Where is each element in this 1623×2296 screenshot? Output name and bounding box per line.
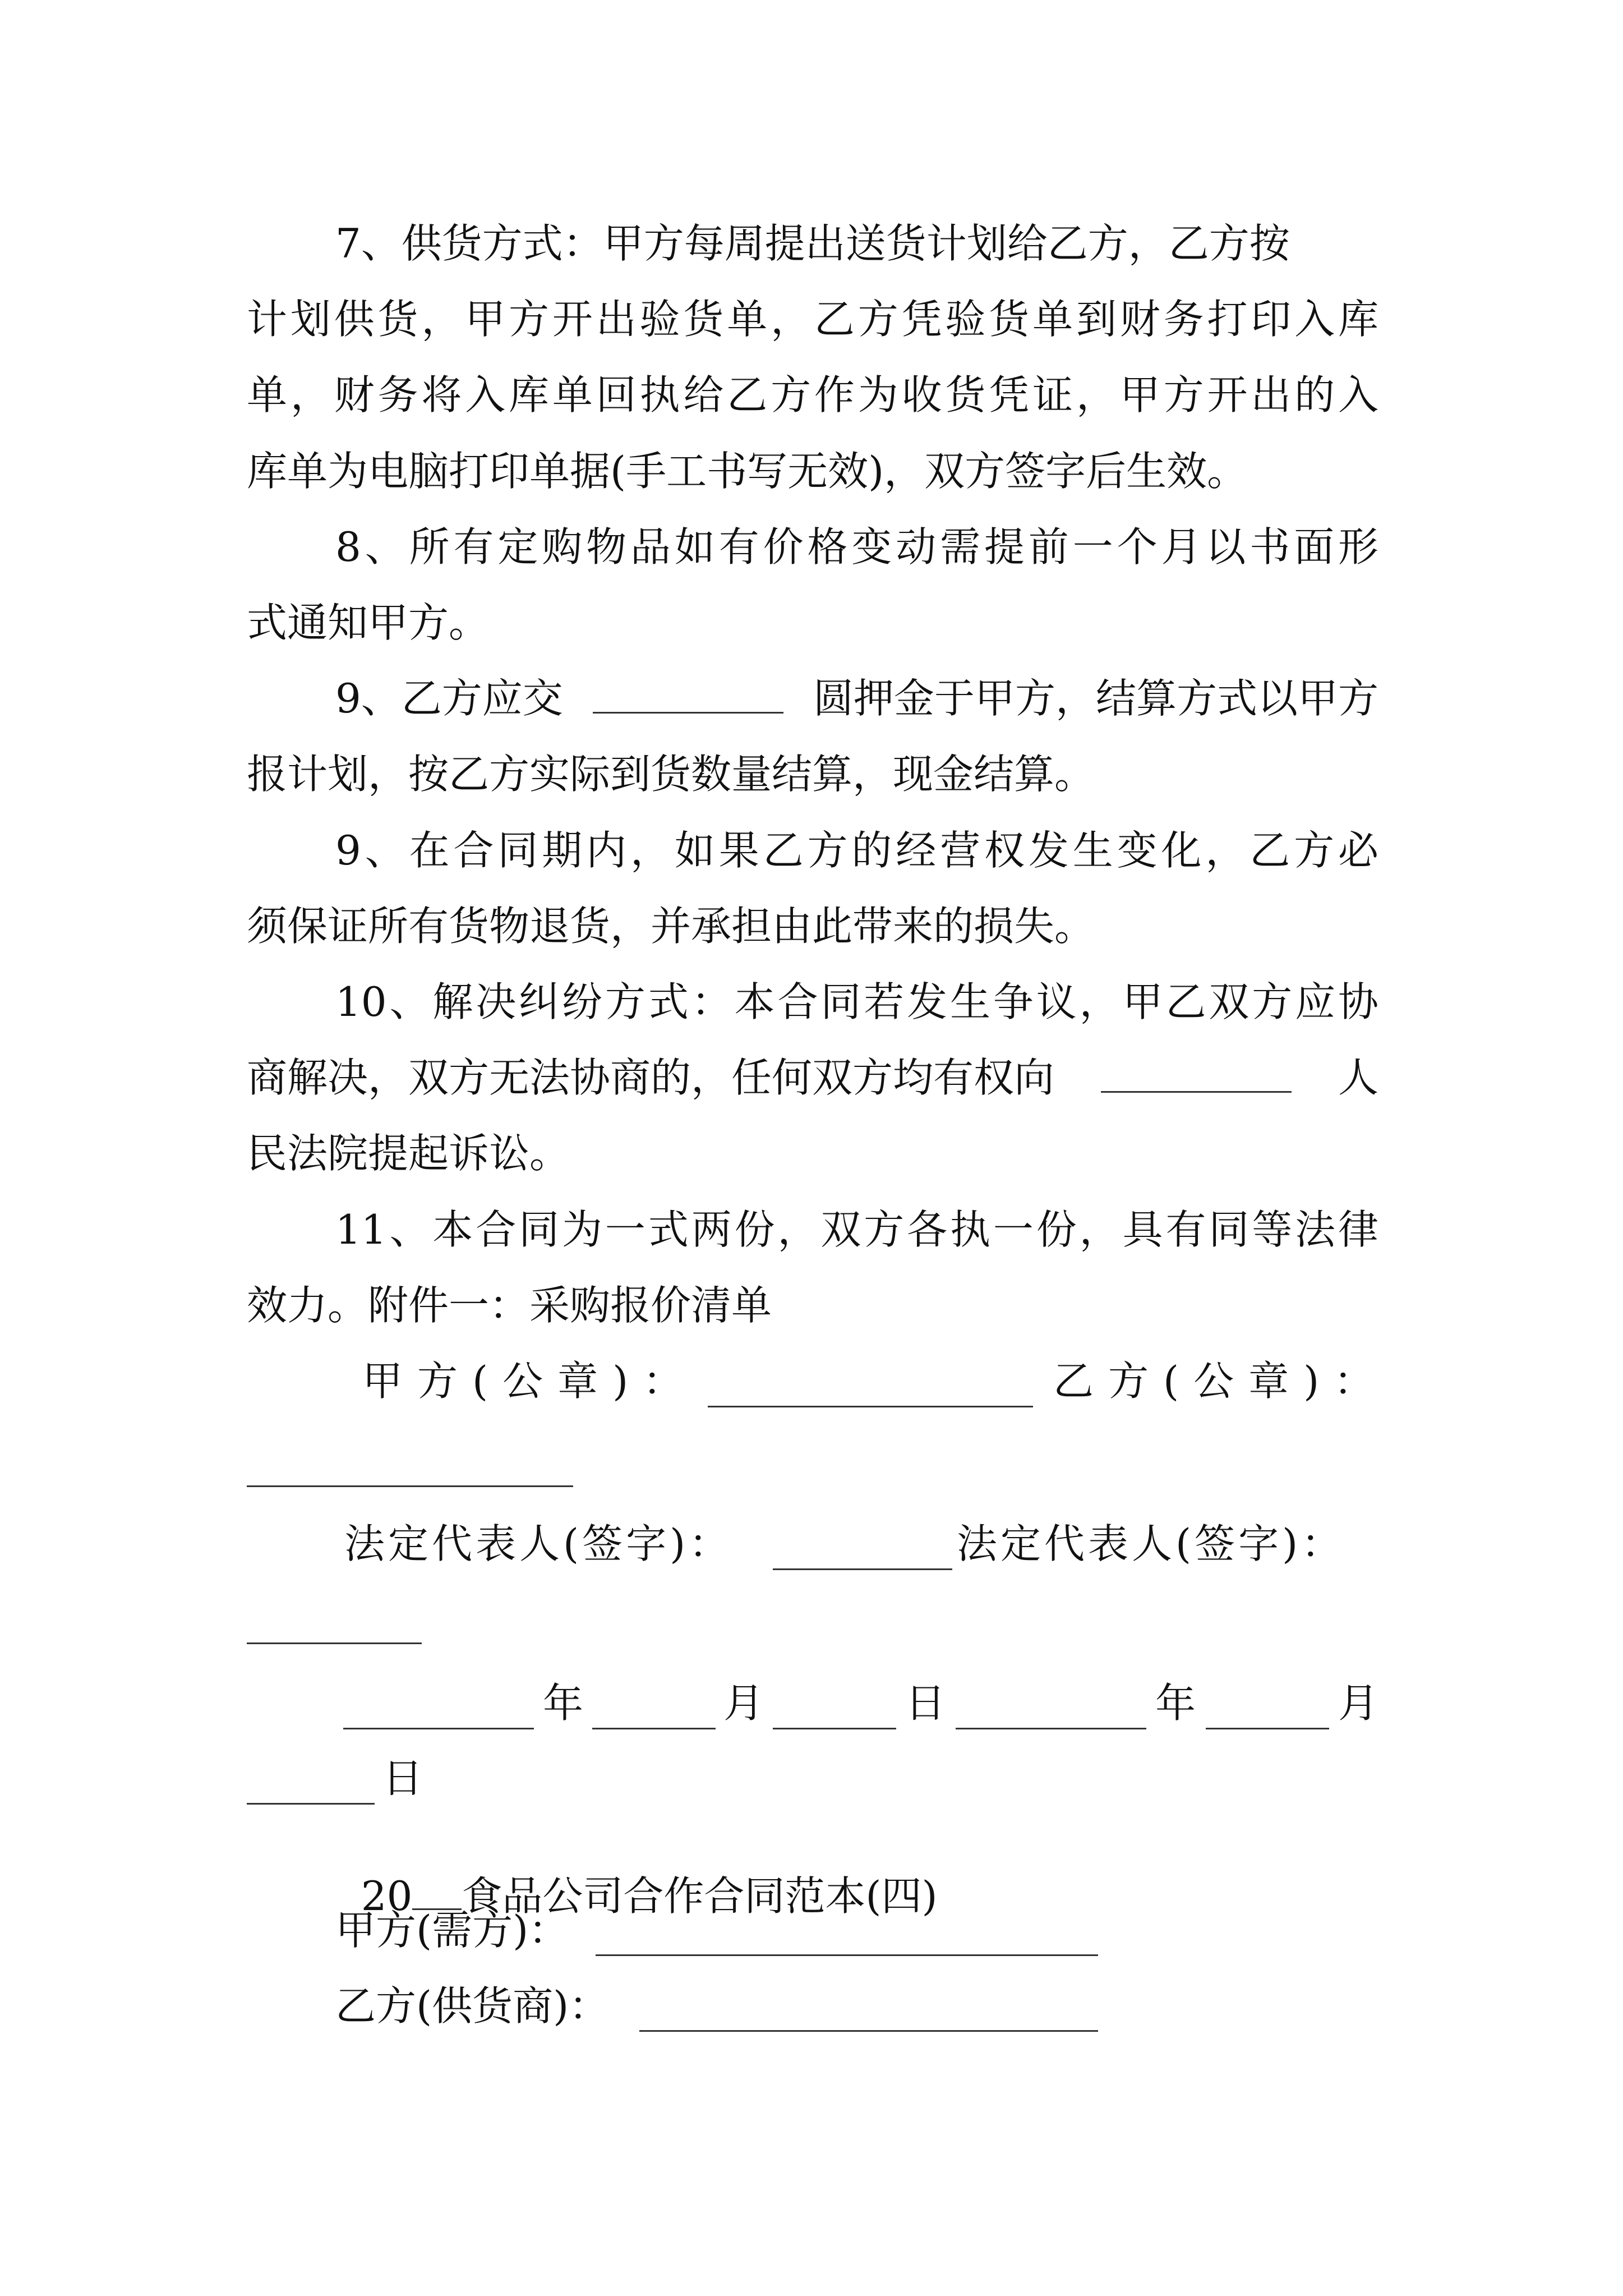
clause-10-text-before-blank: 商解决，双方无法协商的，任何双方均有权向 bbox=[247, 1054, 1055, 1101]
clause-9a-line-1 bbox=[335, 675, 1378, 722]
court-name-blank bbox=[1101, 1057, 1292, 1093]
clause-9a-line-2: 报计划，按乙方实际到货数量结算，现金结算。 bbox=[247, 751, 1095, 798]
deposit-amount-blank bbox=[593, 678, 783, 714]
clause-9a-text-after-blank: 圆押金于甲方，结算方式以甲方 bbox=[813, 675, 1378, 722]
clause-8-line-2: 式通知甲方。 bbox=[247, 599, 490, 646]
rep-b-blank bbox=[247, 1642, 422, 1644]
next-contract-title-prefix: 20 bbox=[361, 1872, 413, 1920]
clause-9a-text-before-blank: 9、乙方应交 bbox=[335, 675, 563, 722]
next-contract-title bbox=[335, 1834, 938, 1920]
rep-a-label: 法定代表人(签字)： bbox=[344, 1520, 733, 1567]
clause-8-line-1: 8、所有定购物品如有价格变动需提前一个月以书面形 bbox=[335, 523, 1378, 570]
next-contract-year-blank bbox=[412, 1875, 462, 1910]
date-a-month-blank bbox=[592, 1728, 716, 1729]
clause-11-line-2: 效力。附件一：采购报价清单 bbox=[247, 1282, 772, 1329]
clause-9b-line-1: 9、在合同期内，如果乙方的经营权发生变化，乙方必 bbox=[335, 827, 1378, 874]
party-b-seal-label: 乙方(公章)： bbox=[1053, 1358, 1389, 1405]
date-b-month-blank bbox=[1206, 1728, 1329, 1729]
clause-10-line-3: 民法院提起诉讼。 bbox=[247, 1130, 570, 1177]
rep-b-label: 法定代表人(签字)： bbox=[957, 1520, 1345, 1567]
date-a-year-blank bbox=[343, 1728, 534, 1729]
clause-11-line-1: 11、本合同为一式两份，双方各执一份，具有同等法律 bbox=[335, 1206, 1378, 1253]
date-b-day-label: 日 bbox=[382, 1755, 423, 1802]
date-a-day-blank bbox=[773, 1728, 896, 1729]
date-a-month-label: 月 bbox=[723, 1680, 764, 1727]
buyer-label: 甲方(需方)： bbox=[335, 1907, 569, 1954]
next-contract-title-suffix: 食品公司合作合同范本(四) bbox=[462, 1872, 938, 1920]
clause-7-line-1: 7、供货方式：甲方每周提出送货计划给乙方，乙方按 bbox=[335, 220, 1290, 267]
date-b-year-blank bbox=[956, 1728, 1146, 1729]
rep-a-blank bbox=[773, 1568, 952, 1570]
date-b-month-label: 月 bbox=[1338, 1680, 1379, 1727]
buyer-blank bbox=[596, 1954, 1098, 1956]
date-b-year-label: 年 bbox=[1155, 1680, 1196, 1727]
party-b-seal-blank bbox=[247, 1485, 573, 1487]
clause-7-line-2: 计划供货，甲方开出验货单，乙方凭验货单到财务打印入库 bbox=[247, 296, 1378, 343]
supplier-label: 乙方(供货商)： bbox=[335, 1982, 610, 2030]
supplier-blank bbox=[639, 2030, 1098, 2032]
clause-10-text-after-blank: 人 bbox=[1338, 1054, 1378, 1101]
date-b-day-blank bbox=[247, 1803, 375, 1805]
clause-10-line-2 bbox=[247, 1054, 1378, 1101]
clause-7-line-4: 库单为电脑打印单据(手工书写无效)，双方签字后生效。 bbox=[247, 448, 1248, 495]
party-a-seal-blank bbox=[708, 1406, 1033, 1407]
party-a-seal-label: 甲方(公章)： bbox=[362, 1358, 698, 1405]
clause-7-line-3: 单，财务将入库单回执给乙方作为收货凭证，甲方开出的入 bbox=[247, 371, 1378, 418]
clause-10-line-1: 10、解决纠纷方式：本合同若发生争议，甲乙双方应协 bbox=[335, 978, 1378, 1025]
date-a-day-label: 日 bbox=[905, 1680, 946, 1727]
date-a-year-label: 年 bbox=[543, 1680, 584, 1727]
clause-9b-line-2: 须保证所有货物退货，并承担由此带来的损失。 bbox=[247, 903, 1095, 950]
